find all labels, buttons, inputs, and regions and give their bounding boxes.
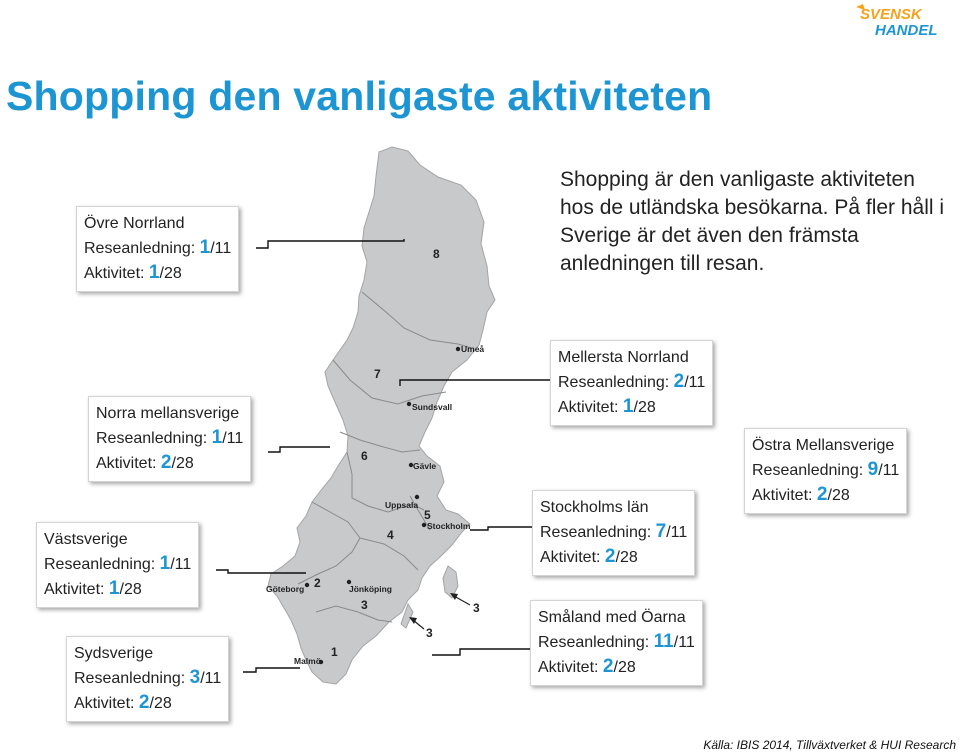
reason-rank: 7 <box>655 521 667 542</box>
reason-label: Reseanledning: <box>752 462 864 479</box>
activity-rank: 2 <box>604 546 616 567</box>
activity-rank: 1 <box>622 396 634 417</box>
reason-total: /11 <box>673 634 695 651</box>
activity-rank: 1 <box>108 578 120 599</box>
activity-rank: 2 <box>816 484 828 505</box>
page-title: Shopping den vanligaste aktiviteten <box>6 73 713 119</box>
region-box-vastsverige <box>36 522 199 608</box>
region-box-mellersta-norrland <box>550 340 713 426</box>
region-name: Stockholms län <box>540 499 649 516</box>
region-box-norra-mellansverige <box>88 396 251 482</box>
reason-label: Reseanledning: <box>538 634 650 651</box>
region-name: Norra mellansverige <box>96 405 240 422</box>
activity-label: Aktivitet: <box>540 549 601 566</box>
activity-rank: 1 <box>148 262 160 283</box>
region-box-sydsverige <box>66 636 229 722</box>
activity-total: /28 <box>159 265 182 282</box>
reason-total: /11 <box>666 524 688 541</box>
city-label-stockholm: Stockholm <box>427 521 471 531</box>
region-name: Mellersta Norrland <box>558 349 689 366</box>
reason-total: /11 <box>684 374 706 391</box>
reason-label: Reseanledning: <box>96 430 208 447</box>
activity-label: Aktivitet: <box>752 487 813 504</box>
reason-label: Reseanledning: <box>540 524 652 541</box>
sweden-outline <box>268 147 495 684</box>
activity-total: /28 <box>633 399 656 416</box>
reason-rank: 1 <box>211 427 223 448</box>
reason-total: /11 <box>210 240 232 257</box>
source-citation: Källa: IBIS 2014, Tillväxtverket & HUI Research <box>703 738 956 752</box>
city-label-uppsala: Uppsala <box>385 500 419 510</box>
region-number-7: 7 <box>374 367 381 381</box>
city-label-umea: Umeå <box>461 344 485 354</box>
activity-label: Aktivitet: <box>74 695 135 712</box>
region-box-ovre-norrland <box>76 206 239 292</box>
reason-rank: 9 <box>867 459 879 480</box>
region-name: Östra Mellansverige <box>752 437 895 454</box>
region-box-ostra-mellansverige <box>744 428 907 514</box>
intro-text: Shopping är den vanligaste aktiviteten hos de utländska besökarna. På fler håll i Sverige är det även den främsta anledningen till resan. <box>560 168 945 275</box>
activity-total: /28 <box>119 581 142 598</box>
reason-label: Reseanledning: <box>44 556 156 573</box>
region-number-8: 8 <box>433 247 440 261</box>
region-number-5: 5 <box>424 508 431 522</box>
reason-label: Reseanledning: <box>558 374 670 391</box>
region-box-stockholms-lan <box>532 490 695 576</box>
reason-rank: 1 <box>199 237 211 258</box>
logo-line1: SVENSK <box>860 6 922 23</box>
logo-line2: HANDEL <box>875 22 938 39</box>
city-label-sundsvall: Sundsvall <box>412 402 453 412</box>
activity-total: /28 <box>149 695 172 712</box>
region-number-4: 4 <box>387 528 394 542</box>
city-label-jonkoping: Jönköping <box>349 584 392 594</box>
activity-label: Aktivitet: <box>44 581 105 598</box>
reason-rank: 3 <box>189 667 201 688</box>
activity-total: /28 <box>827 487 850 504</box>
city-label-malmo: Malmö <box>294 656 321 666</box>
activity-total: /28 <box>615 549 638 566</box>
region-number-6: 6 <box>361 449 368 463</box>
city-label-goteborg: Göteborg <box>266 584 305 594</box>
region-number-3: 3 <box>361 598 368 612</box>
activity-total: /28 <box>171 455 194 472</box>
reason-total: /11 <box>222 430 244 447</box>
region-name: Småland med Öarna <box>538 609 686 626</box>
activity-rank: 2 <box>160 452 172 473</box>
region-number-3-gotland: 3 <box>473 601 480 615</box>
activity-label: Aktivitet: <box>96 455 157 472</box>
region-name: Västsverige <box>44 531 128 548</box>
activity-total: /28 <box>613 659 636 676</box>
activity-label: Aktivitet: <box>558 399 619 416</box>
region-number-1: 1 <box>331 645 338 659</box>
reason-rank: 2 <box>673 371 685 392</box>
activity-rank: 2 <box>602 656 614 677</box>
reason-total: /11 <box>170 556 192 573</box>
city-label-gavle: Gävle <box>413 461 437 471</box>
region-number-2: 2 <box>314 576 321 590</box>
reason-rank: 11 <box>653 631 674 652</box>
activity-rank: 2 <box>138 692 150 713</box>
activity-label: Aktivitet: <box>84 265 145 282</box>
activity-label: Aktivitet: <box>538 659 599 676</box>
reason-label: Reseanledning: <box>74 670 186 687</box>
reason-rank: 1 <box>159 553 171 574</box>
region-name: Övre Norrland <box>84 215 185 232</box>
region-box-smaland-med-oarna <box>530 600 703 686</box>
reason-total: /11 <box>878 462 900 479</box>
region-number-3-oland: 3 <box>426 626 433 640</box>
reason-label: Reseanledning: <box>84 240 196 257</box>
region-name: Sydsverige <box>74 645 154 662</box>
island-pointers <box>409 593 470 629</box>
reason-total: /11 <box>200 670 222 687</box>
